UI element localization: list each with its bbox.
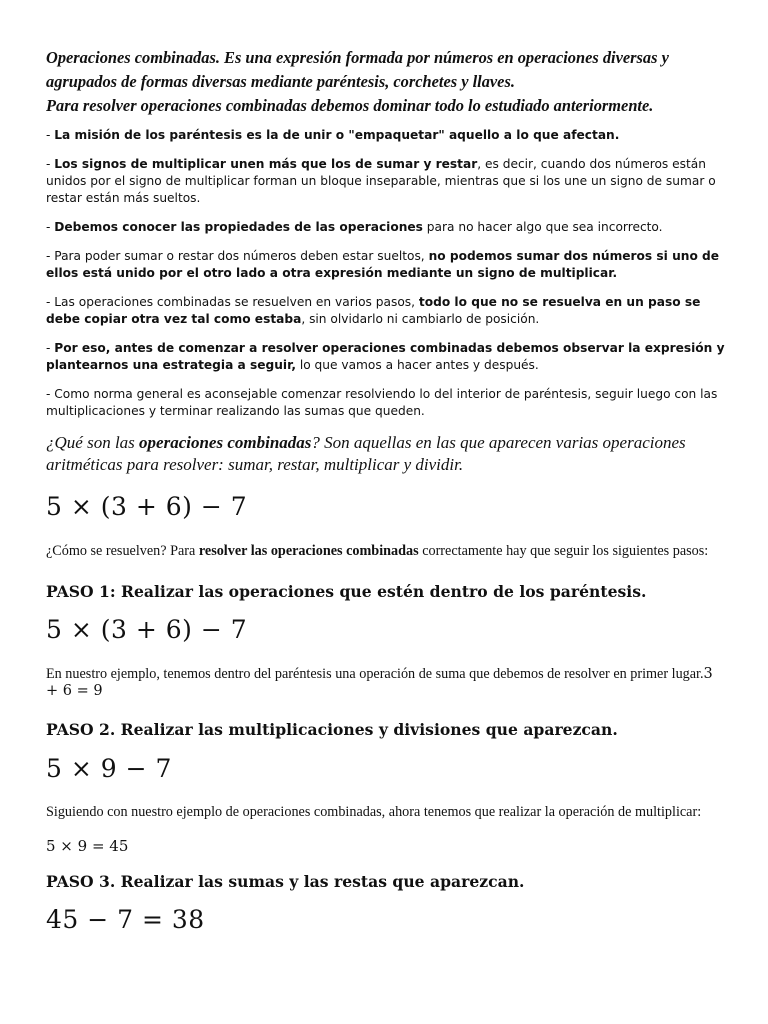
how-paragraph: ¿Cómo se resuelven? Para resolver las operaciones combinadas correctamente hay que seguir los siguientes pasos: (46, 543, 709, 559)
question-paragraph: ¿Qué son las operaciones combinadas? Son aquellas en las que aparecen varias operaciones aritméticas para resolver: sumar, restar, multiplicar y dividir. (46, 433, 686, 474)
step-1-heading: PASO 1: Realizar las operaciones que estén dentro de los paréntesis. (46, 582, 647, 601)
rule-emphasis: Debemos conocer las propiedades de las operaciones (54, 220, 423, 234)
rule-item: - Debemos conocer las propiedades de las operaciones para no hacer algo que sea incorrecto. (46, 220, 663, 234)
rule-item: - Las operaciones combinadas se resuelven en varios pasos, todo lo que no se resuelva en un paso se debe copiar otra vez tal como estaba, sin olvidarlo ni cambiarlo de posición. (46, 295, 701, 326)
rule-emphasis: todo lo que no se resuelva en un paso se debe copiar otra vez tal como estaba (46, 295, 701, 326)
step-1-explanation: En nuestro ejemplo, tenemos dentro del paréntesis una operación de suma que debemos de resolver en primer lugar.3 + 6 = 9 (46, 666, 713, 699)
rule-emphasis: Por eso, antes de comenzar a resolver operaciones combinadas debemos observar la expresión y plantearnos una estrategia a seguir, (46, 341, 725, 372)
step-1-inline-math: 3 + 6 = 9 (46, 666, 713, 699)
step-3-heading: PASO 3. Realizar las sumas y las restas que aparezcan. (46, 872, 525, 891)
rule-emphasis: no podemos sumar dos números si uno de ellos está unido por el otro lado a otra expresión mediante un signo de multiplicar. (46, 249, 720, 280)
document-page (46, 46, 726, 935)
step-2-heading: PASO 2. Realizar las multiplicaciones y divisiones que aparezcan. (46, 720, 618, 739)
step-2-result: 5 × 9 = 45 (46, 837, 129, 855)
intro-definition: Operaciones combinadas. Es una expresión formada por números en operaciones diversas y agrupados de formas diversas mediante paréntesis, corchetes y llaves. (46, 48, 669, 91)
step-1-expression: 5 × (3 + 6) − 7 (46, 615, 248, 644)
question-emphasis: operaciones combinadas (139, 433, 312, 452)
rule-item: - Los signos de multiplicar unen más que los de sumar y restar, es decir, cuando dos números están unidos por el signo de multiplicar forman un bloque inseparable, mientras que si los une un signo de sumar o restar están más sueltos. (46, 157, 716, 205)
rule-item: - Para poder sumar o restar dos números deben estar sueltos, no podemos sumar dos números si uno de ellos está unido por el otro lado a otra expresión mediante un signo de multiplicar. (46, 249, 720, 280)
how-emphasis: resolver las operaciones combinadas (198, 543, 419, 559)
intro-requirement: Para resolver operaciones combinadas debemos dominar todo lo estudiado anteriormente. (46, 96, 654, 115)
rule-item: - La misión de los paréntesis es la de unir o "empaquetar" aquello a lo que afectan. (46, 128, 620, 142)
rule-emphasis: Los signos de multiplicar unen más que los de sumar y restar (54, 157, 478, 171)
example-expression: 5 × (3 + 6) − 7 (46, 492, 248, 521)
rule-emphasis: La misión de los paréntesis es la de unir o "empaquetar" aquello a lo que afectan. (54, 128, 620, 142)
rule-item: - Como norma general es aconsejable comenzar resolviendo lo del interior de paréntesis, seguir luego con las multiplicaciones y terminar realizando las sumas que queden. (46, 387, 718, 418)
step-2-explanation: Siguiendo con nuestro ejemplo de operaciones combinadas, ahora tenemos que realizar la operación de multiplicar: (46, 804, 702, 820)
intro-paragraph (46, 46, 726, 118)
rules-list (46, 127, 726, 420)
step-3-expression: 45 − 7 = 38 (46, 905, 205, 934)
rule-item: - Por eso, antes de comenzar a resolver operaciones combinadas debemos observar la expresión y plantearnos una estrategia a seguir, lo que vamos a hacer antes y después. (46, 341, 725, 372)
step-2-expression: 5 × 9 − 7 (46, 754, 172, 783)
